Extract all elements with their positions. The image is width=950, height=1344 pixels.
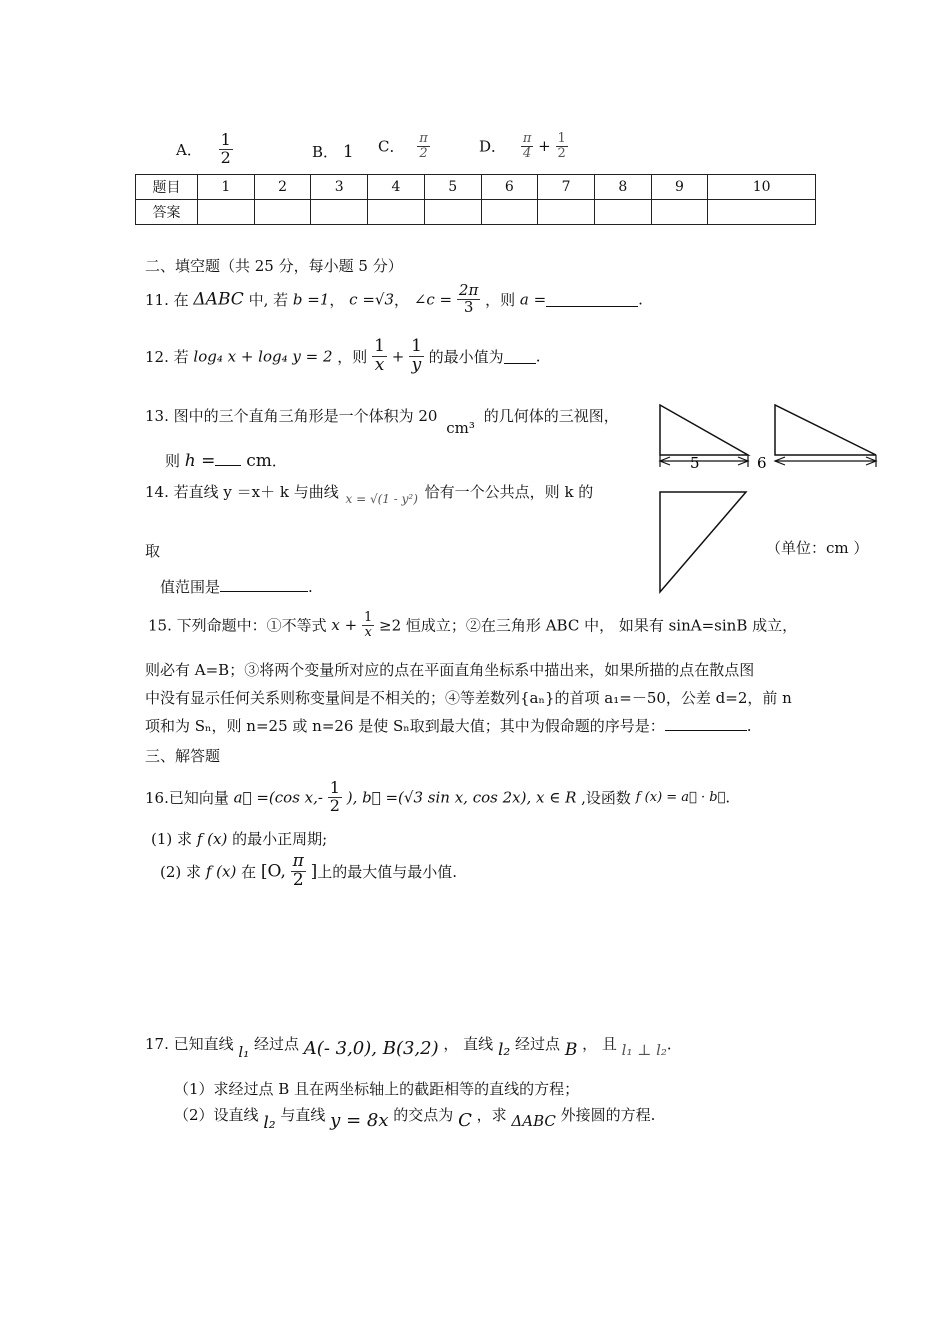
q13-then: 则 [165,452,181,470]
answer-cell[interactable] [538,200,595,225]
q15-end: . [746,717,752,735]
question-11 [145,283,643,316]
q11-angle: ∠c = [413,290,453,309]
q11-end: . [638,290,643,309]
q12-expression: log₄ x + log₄ y = 2 [193,347,333,366]
q13-text-end: 的几何体的三视图， [483,407,619,425]
q11-denominator: 3 [463,297,474,316]
q11-then: ，则 [485,290,516,309]
question-15-line-3: 中没有显示任何关系则称变量间是不相关的；④等差数列{aₙ}的首项 a₁=－50，公差 d=2，前 n [145,689,792,707]
q15-rest: ≥2 恒成立；②在三角形 ABC 中， 如果有 sinA=sinB 成立， [379,616,798,635]
q12-numerator-2: 1 [411,336,422,356]
answer-table [135,174,816,225]
q16-prefix: 16.已知向量 [145,788,229,807]
q11-sep: ， [394,290,410,309]
q11-sep: ， [329,290,345,309]
q14-answer-blank[interactable] [220,577,308,592]
q16-half-numerator: 1 [329,778,340,797]
answer-cell[interactable] [424,200,481,225]
answer-table-number: 1 [198,175,255,200]
figure-unit-note: （单位：cm ） [766,539,869,557]
q17-p2-ask: ，求 [476,1106,507,1124]
q11-triangle: ΔABC [193,289,244,310]
q17-p2-point-c: C [458,1110,472,1131]
section-2-heading: 二、填空题（共 25 分，每小题 5 分） [145,257,403,275]
q16-p2-left-bracket: [O, [260,861,286,882]
q17-p2-intersection: 的交点为 [393,1106,454,1124]
q16-half-denominator: 2 [329,795,340,815]
option-c-denominator: 2 [419,145,428,161]
answer-table-row-label: 答案 [136,200,198,225]
question-17-part-1: （1）求经过点 B 且在两坐标轴上的截距相等的直线的方程； [174,1080,580,1098]
q12-end: . [535,347,541,366]
option-d-numerator-2: 1 [557,131,566,146]
answer-table-number: 4 [368,175,425,200]
q15-answer-blank[interactable] [665,716,747,731]
front-view-triangle [660,405,748,455]
q13-h: h = [184,451,216,471]
answer-cell[interactable] [481,200,538,225]
option-c-numerator: π [419,131,428,146]
q13-end: ． [271,452,287,470]
q17-pass: 经过点 [254,1035,300,1053]
answer-cell[interactable] [651,200,708,225]
answer-cell[interactable] [594,200,651,225]
question-14-line-1 [145,481,594,506]
answer-table-answer-row [136,200,816,225]
q12-plus: + [391,347,405,366]
q17-point-b: B [564,1040,578,1060]
q17-l2: l₂ [497,1040,511,1060]
option-a-label: A． [176,140,202,159]
answer-cell[interactable] [198,200,255,225]
q16-p1-f: f (x) [196,830,228,848]
question-14-line-2: 取 [145,542,161,560]
answer-table-number: 6 [481,175,538,200]
q16-end: . [725,788,731,807]
q17-p2-rest: 外接圆的方程. [560,1106,656,1124]
question-12 [145,338,540,375]
question-17 [145,1033,682,1061]
option-d-denominator-2: 2 [557,145,566,161]
option-a-fraction [219,132,233,167]
answer-table-number: 7 [538,175,595,200]
q15-fraction [362,611,374,639]
q15-denominator: x [364,624,372,640]
q12-fraction-1 [372,338,387,375]
q11-mid: 中, 若 [248,290,289,309]
question-15-line-4 [145,715,752,736]
q12-numerator-1: 1 [374,336,385,356]
q11-c: c =√3 [349,290,395,309]
q16-p2-in: 在 [241,862,257,881]
three-view-figure [650,400,890,600]
q16-p1-rest: 的最小正周期; [232,830,328,848]
option-b-label: B． [312,143,339,161]
q12-suffix: 的最小值为 [428,347,504,366]
answer-table-number: 8 [594,175,651,200]
option-d-plus: + [538,137,551,156]
question-15-line-2: 则必有 A=B；③将两个变量所对应的点在平面直角坐标系中描出来，如果所描的点在散点图 [145,661,755,679]
q12-answer-blank[interactable] [504,349,536,364]
answer-table-header-row [136,175,816,200]
q16-vector-a: a⃗ =(cos x,- [233,788,323,807]
q17-l1: l₁ [238,1043,250,1061]
q13-answer-blank[interactable] [215,451,241,466]
q16-mid: ,设函数 [581,788,631,807]
answer-cell[interactable] [254,200,311,225]
question-14-line-3 [160,576,313,597]
q17-sep: ， 直线 [443,1035,494,1053]
top-view-triangle [660,492,746,592]
q13-cm: cm [246,451,272,471]
q17-pass-2: 经过点 [515,1035,561,1053]
q12-fraction-2 [409,338,424,375]
option-d-denominator-1: 4 [522,145,532,161]
option-c-label: C． [378,137,405,156]
q16-half [328,780,342,815]
answer-table-number: 9 [651,175,708,200]
q17-points: A(- 3,0), B(3,2) [303,1038,439,1059]
option-d-fraction-1 [521,132,534,160]
option-c-fraction [417,132,430,160]
question-17-part-2 [174,1104,656,1133]
side-view-triangle [775,405,876,455]
q16-p2-right-bracket: ] [310,861,318,882]
q16-p1-prefix: (1) 求 [151,830,193,848]
option-a-numerator: 1 [220,130,231,149]
q17-p2-line: y = 8x [330,1110,389,1131]
question-16-part-2 [160,853,457,890]
q11-answer-blank[interactable] [546,292,638,307]
question-16-part-1 [151,828,327,849]
q17-p2-triangle: ΔABC [511,1112,556,1130]
q17-p2-with: 与直线 [280,1106,326,1124]
question-13-line-1 [145,405,619,437]
q15-ask: 项和为 Sₙ，则 n=25 或 n=26 是使 Sₙ取到最大值；其中为假命题的序号是： [145,717,665,735]
q11-a: a = [519,290,547,309]
q13-text: 13. 图中的三个直角三角形是一个体积为 20 [145,407,438,425]
question-16 [145,780,730,815]
q14-curve: x = √(1 - y²) [345,492,418,506]
q12-denominator-1: x [374,354,385,375]
dimension-label-5: 5 [690,454,700,472]
q11-fraction [457,283,480,316]
q15-prefix: 15. 下列命题中：①不等式 [148,616,327,635]
q17-prefix: 17. 已知直线 [145,1035,234,1053]
q16-function: f (x) = a⃗ · b⃗ [635,789,726,805]
q11-b: b =1 [292,290,330,309]
q14-text: 14. 若直线 y ＝x＋ k 与曲线 [145,483,339,501]
answer-table-row-label: 题目 [136,175,198,200]
q16-p2-fraction [291,853,306,890]
q16-p2-f: f (x) [205,862,237,881]
option-b-value: 1 [342,142,354,162]
dimension-label-6: 6 [757,454,767,472]
question-15-line-1 [148,611,797,639]
q12-prefix: 12. 若 [145,347,189,366]
option-d-fraction-2 [556,132,568,160]
q12-then: ，则 [337,347,368,366]
q17-p2-l2: l₂ [263,1113,276,1133]
q11-numerator: 2π [458,281,479,299]
q17-perpendicular: l₁ ⊥ l₂ [621,1041,667,1059]
option-a-denominator: 2 [220,147,231,167]
question-13-line-2 [165,450,287,471]
q17-p2-prefix: （2）设直线 [174,1106,259,1124]
q16-p2-denominator: 2 [292,869,304,890]
q17-end: ． [666,1035,682,1053]
q16-vector-b: ), b⃗ =(√3 sin x, cos 2x), x ∈ R [346,788,577,807]
q16-p2-prefix: (2) 求 [160,862,202,881]
answer-table-number: 5 [424,175,481,200]
q15-numerator: 1 [363,610,373,625]
answer-table-number: 3 [311,175,368,200]
q13-unit: cm³ [446,419,475,437]
q15-x: x + [331,616,358,635]
answer-cell[interactable] [708,200,816,225]
option-d-numerator-1: π [522,131,532,146]
q16-p2-rest: 上的最大值与最小值. [317,862,458,881]
q14-text-end: 恰有一个公共点，则 k 的 [424,483,594,501]
answer-table-number: 2 [254,175,311,200]
q11-prefix: 11. 在 [145,290,189,309]
q16-p2-numerator: π [292,851,304,871]
answer-cell[interactable] [311,200,368,225]
option-d-label: D． [479,137,507,156]
answer-table-number: 10 [708,175,816,200]
q14-end: . [308,578,313,596]
q12-denominator-2: y [411,354,422,375]
q17-and: ， 且 [582,1035,617,1053]
q14-range-label: 值范围是 [160,578,221,596]
answer-cell[interactable] [368,200,425,225]
section-3-heading: 三、解答题 [145,747,221,765]
